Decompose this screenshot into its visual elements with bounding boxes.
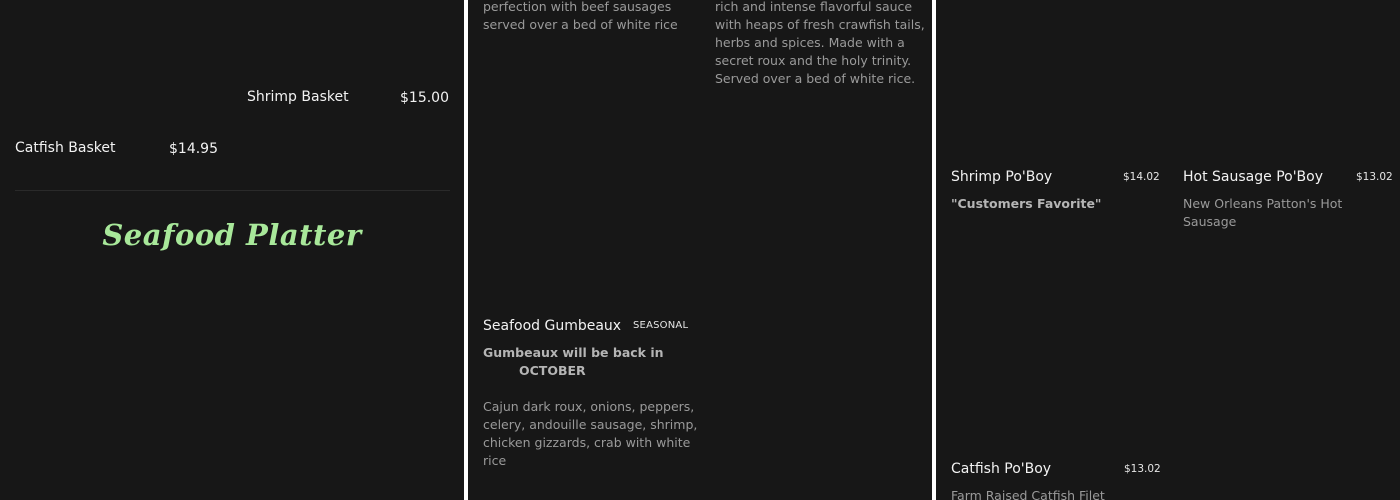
seasonal-badge: SEASONAL (633, 320, 689, 331)
shrimp-poboy-name: Shrimp Po'Boy (951, 169, 1053, 185)
menu-panel-baskets (0, 0, 464, 500)
catfish-poboy-description: Farm Raised Catfish Filet (951, 488, 1105, 500)
section-divider (15, 190, 450, 191)
section-title-seafood-platter: Seafood Platter (102, 218, 362, 252)
shrimp-poboy-price: $14.02 (1123, 171, 1160, 183)
shrimp-poboy-note: "Customers Favorite" (951, 196, 1102, 211)
gumbeaux-name: Seafood Gumbeaux (483, 318, 622, 334)
gumbeaux-description: Cajun dark roux, onions, peppers, celery, andouille sausage, shrimp, chicken gizzards, crab with white rice (483, 399, 698, 468)
item-description-col2: rich and intense flavorful sauce with heaps of fresh crawfish tails, herbs and spices. Made with a secret roux and the holy trinity. Served over a bed of white rice. (715, 0, 925, 86)
menu-panel-rice-dishes (468, 0, 932, 500)
catfish-poboy-name: Catfish Po'Boy (951, 461, 1052, 477)
hot-sausage-poboy-price: $13.02 (1356, 171, 1393, 183)
shrimp-basket-name: Shrimp Basket (247, 89, 349, 105)
catfish-basket-name: Catfish Basket (15, 140, 116, 156)
hot-sausage-poboy-description: New Orleans Patton's Hot Sausage (1183, 196, 1343, 229)
catfish-poboy-price: $13.02 (1124, 463, 1161, 475)
catfish-basket-price: $14.95 (169, 141, 218, 157)
menu-panel-poboys (936, 0, 1400, 500)
hot-sausage-poboy-name: Hot Sausage Po'Boy (1183, 169, 1324, 185)
shrimp-basket-price: $15.00 (400, 90, 449, 106)
gumbeaux-notice-line1: Gumbeaux will be back in (483, 345, 664, 360)
item-description-col1: perfection with beef sausages served over a bed of white rice (483, 0, 678, 32)
gumbeaux-notice-line2: OCTOBER (519, 363, 586, 378)
